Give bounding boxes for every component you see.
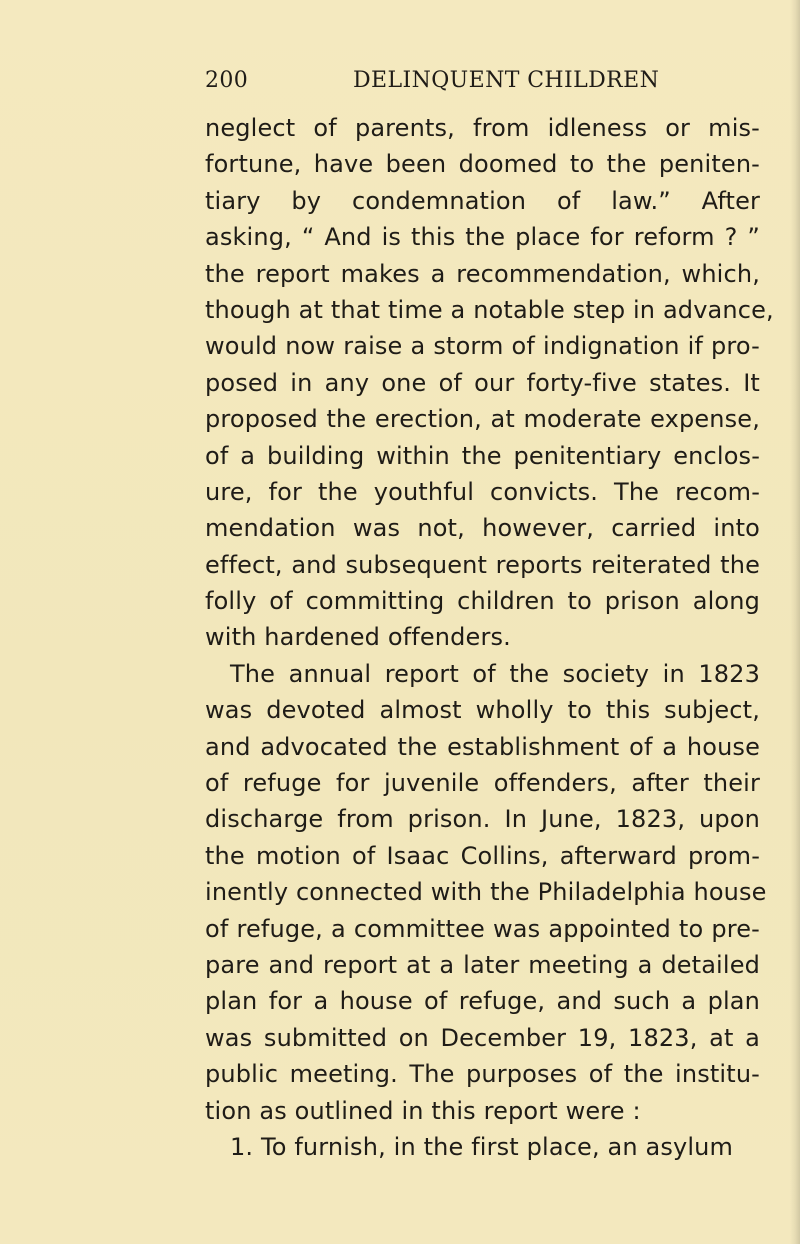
text-line: tion as outlined in this report were : xyxy=(205,1096,641,1125)
text-line: mendation was not, however, carried into xyxy=(205,514,760,543)
text-line: fortune, have been doomed to the peniten- xyxy=(205,150,760,179)
text-line: plan for a house of refuge, and such a plan xyxy=(205,987,760,1016)
text-line: neglect of parents, from idleness or mis- xyxy=(205,114,760,142)
text-line: the report makes a recommendation, which, xyxy=(205,259,760,288)
text-line: effect, and subsequent reports reiterated the xyxy=(205,550,760,579)
text-line: inently connected with the Philadelphia house xyxy=(205,878,767,907)
text-line: of refuge, a committee was appointed to pre- xyxy=(205,914,760,943)
text-line: pare and report at a later meeting a detailed xyxy=(205,950,760,979)
text-line: of a building within the penitentiary enclos- xyxy=(205,441,760,470)
text-line: and advocated the establishment of a house xyxy=(205,732,760,761)
text-line: public meeting. The purposes of the institu- xyxy=(205,1060,760,1089)
text-line: was submitted on December 19, 1823, at a xyxy=(205,1023,760,1052)
text-line: 1. To furnish, in the first place, an asylum xyxy=(230,1132,734,1161)
text-line: The annual report of the society in 1823 xyxy=(230,659,760,688)
text-line: tiary by condemnation of law.” After xyxy=(205,186,760,215)
text-line: asking, “ And is this the place for reform ? ” xyxy=(205,223,760,252)
running-title: DELINQUENT CHILDREN xyxy=(353,68,660,93)
text-line: with hardened offenders. xyxy=(205,623,511,652)
text-line: the motion of Isaac Collins, afterward prom- xyxy=(205,841,760,870)
text-line: would now raise a storm of indignation if pro- xyxy=(205,332,760,361)
text-line: was devoted almost wholly to this subject, xyxy=(205,696,760,725)
text-line: posed in any one of our forty-five states. It xyxy=(205,368,760,397)
text-line: of refuge for juvenile offenders, after their xyxy=(205,769,760,798)
page-number: 200 xyxy=(205,68,249,93)
text-line: discharge from prison. In June, 1823, upon xyxy=(205,805,760,834)
body-text xyxy=(205,110,774,1165)
text-line: ure, for the youthful convicts. The recom- xyxy=(205,477,760,506)
text-line: folly of committing children to prison along xyxy=(205,587,760,616)
running-head xyxy=(205,68,725,108)
text-line: though at that time a notable step in advance, xyxy=(205,295,774,324)
text-line: proposed the erection, at moderate expense, xyxy=(205,405,760,434)
page-edge-shadow xyxy=(790,0,800,1244)
